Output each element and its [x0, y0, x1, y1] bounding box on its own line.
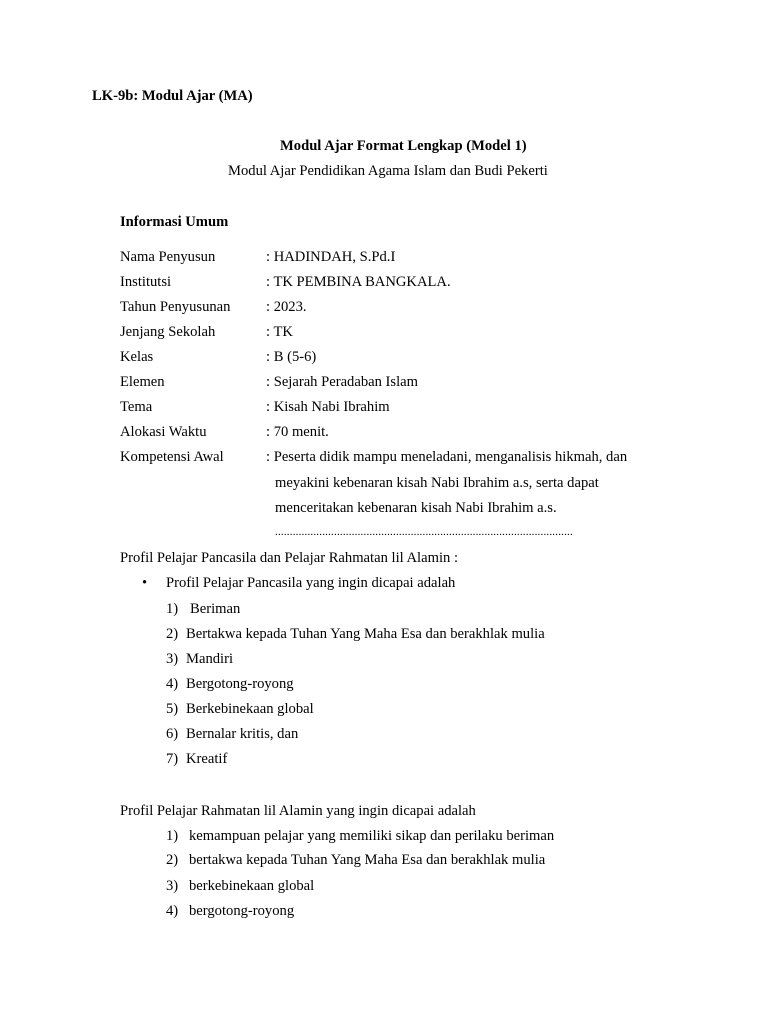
info-label: Elemen [120, 374, 165, 390]
info-value: : Peserta didik mampu meneladani, menganalisis hikmah, dan [266, 449, 628, 465]
section-title-informasi-umum: Informasi Umum [120, 214, 229, 230]
list-item: Bergotong-royong [186, 676, 294, 692]
info-label: Tahun Penyusunan [120, 299, 231, 315]
list-number: 1) [166, 601, 179, 617]
kompetensi-continuation: menceritakan kebenaran kisah Nabi Ibrahim a.s. [275, 500, 557, 516]
list-item: Kreatif [186, 751, 228, 767]
info-value: : 70 menit. [266, 424, 329, 440]
info-label: Jenjang Sekolah [120, 324, 216, 340]
info-label: Institutsi [120, 274, 172, 290]
bullet-dot: • [142, 575, 148, 591]
list-number: 2) [166, 626, 179, 642]
list-item: Bertakwa kepada Tuhan Yang Maha Esa dan berakhlak mulia [186, 626, 545, 642]
list-item: Berkebinekaan global [186, 701, 314, 717]
info-value: : 2023. [266, 299, 307, 315]
profil-heading: Profil Pelajar Pancasila dan Pelajar Rahmatan lil Alamin : [120, 550, 459, 566]
module-subtitle: Modul Ajar Pendidikan Agama Islam dan Budi Pekerti [228, 163, 548, 179]
list-item: Beriman [190, 601, 241, 617]
pancasila-intro: Profil Pelajar Pancasila yang ingin dicapai adalah [166, 575, 456, 591]
list-number: 3) [166, 651, 179, 667]
list-number: 2) [166, 852, 179, 868]
info-value: : HADINDAH, S.Pd.I [266, 249, 396, 265]
kompetensi-continuation: meyakini kebenaran kisah Nabi Ibrahim a.s, serta dapat [275, 475, 599, 491]
list-number: 4) [166, 676, 179, 692]
info-label: Nama Penyusun [120, 249, 216, 265]
list-item: bertakwa kepada Tuhan Yang Maha Esa dan berakhlak mulia [189, 852, 546, 868]
list-item: Bernalar kritis, dan [186, 726, 299, 742]
rahmatan-intro: Profil Pelajar Rahmatan lil Alamin yang ingin dicapai adalah [120, 803, 476, 819]
info-value: : Sejarah Peradaban Islam [266, 374, 418, 390]
info-label: Kelas [120, 349, 154, 365]
info-label: Alokasi Waktu [120, 424, 207, 440]
list-number: 6) [166, 726, 179, 742]
info-value: : TK [266, 324, 293, 340]
info-value: : B (5-6) [266, 349, 317, 365]
kompetensi-dotted-line: ..................................................................................................... [275, 526, 573, 538]
list-number: 5) [166, 701, 179, 717]
list-number: 3) [166, 878, 179, 894]
info-label: Tema [120, 399, 153, 415]
list-number: 1) [166, 828, 179, 844]
list-item: Mandiri [186, 651, 234, 667]
info-label: Kompetensi Awal [120, 449, 224, 465]
list-item: bergotong-royong [189, 903, 295, 919]
document-heading: LK-9b: Modul Ajar (MA) [92, 88, 253, 104]
info-value: : TK PEMBINA BANGKALA. [266, 274, 451, 290]
list-item: berkebinekaan global [189, 878, 315, 894]
list-number: 4) [166, 903, 179, 919]
module-title: Modul Ajar Format Lengkap (Model 1) [280, 138, 527, 154]
list-number: 7) [166, 751, 179, 767]
info-value: : Kisah Nabi Ibrahim [266, 399, 390, 415]
list-item: kemampuan pelajar yang memiliki sikap dan perilaku beriman [189, 828, 555, 844]
